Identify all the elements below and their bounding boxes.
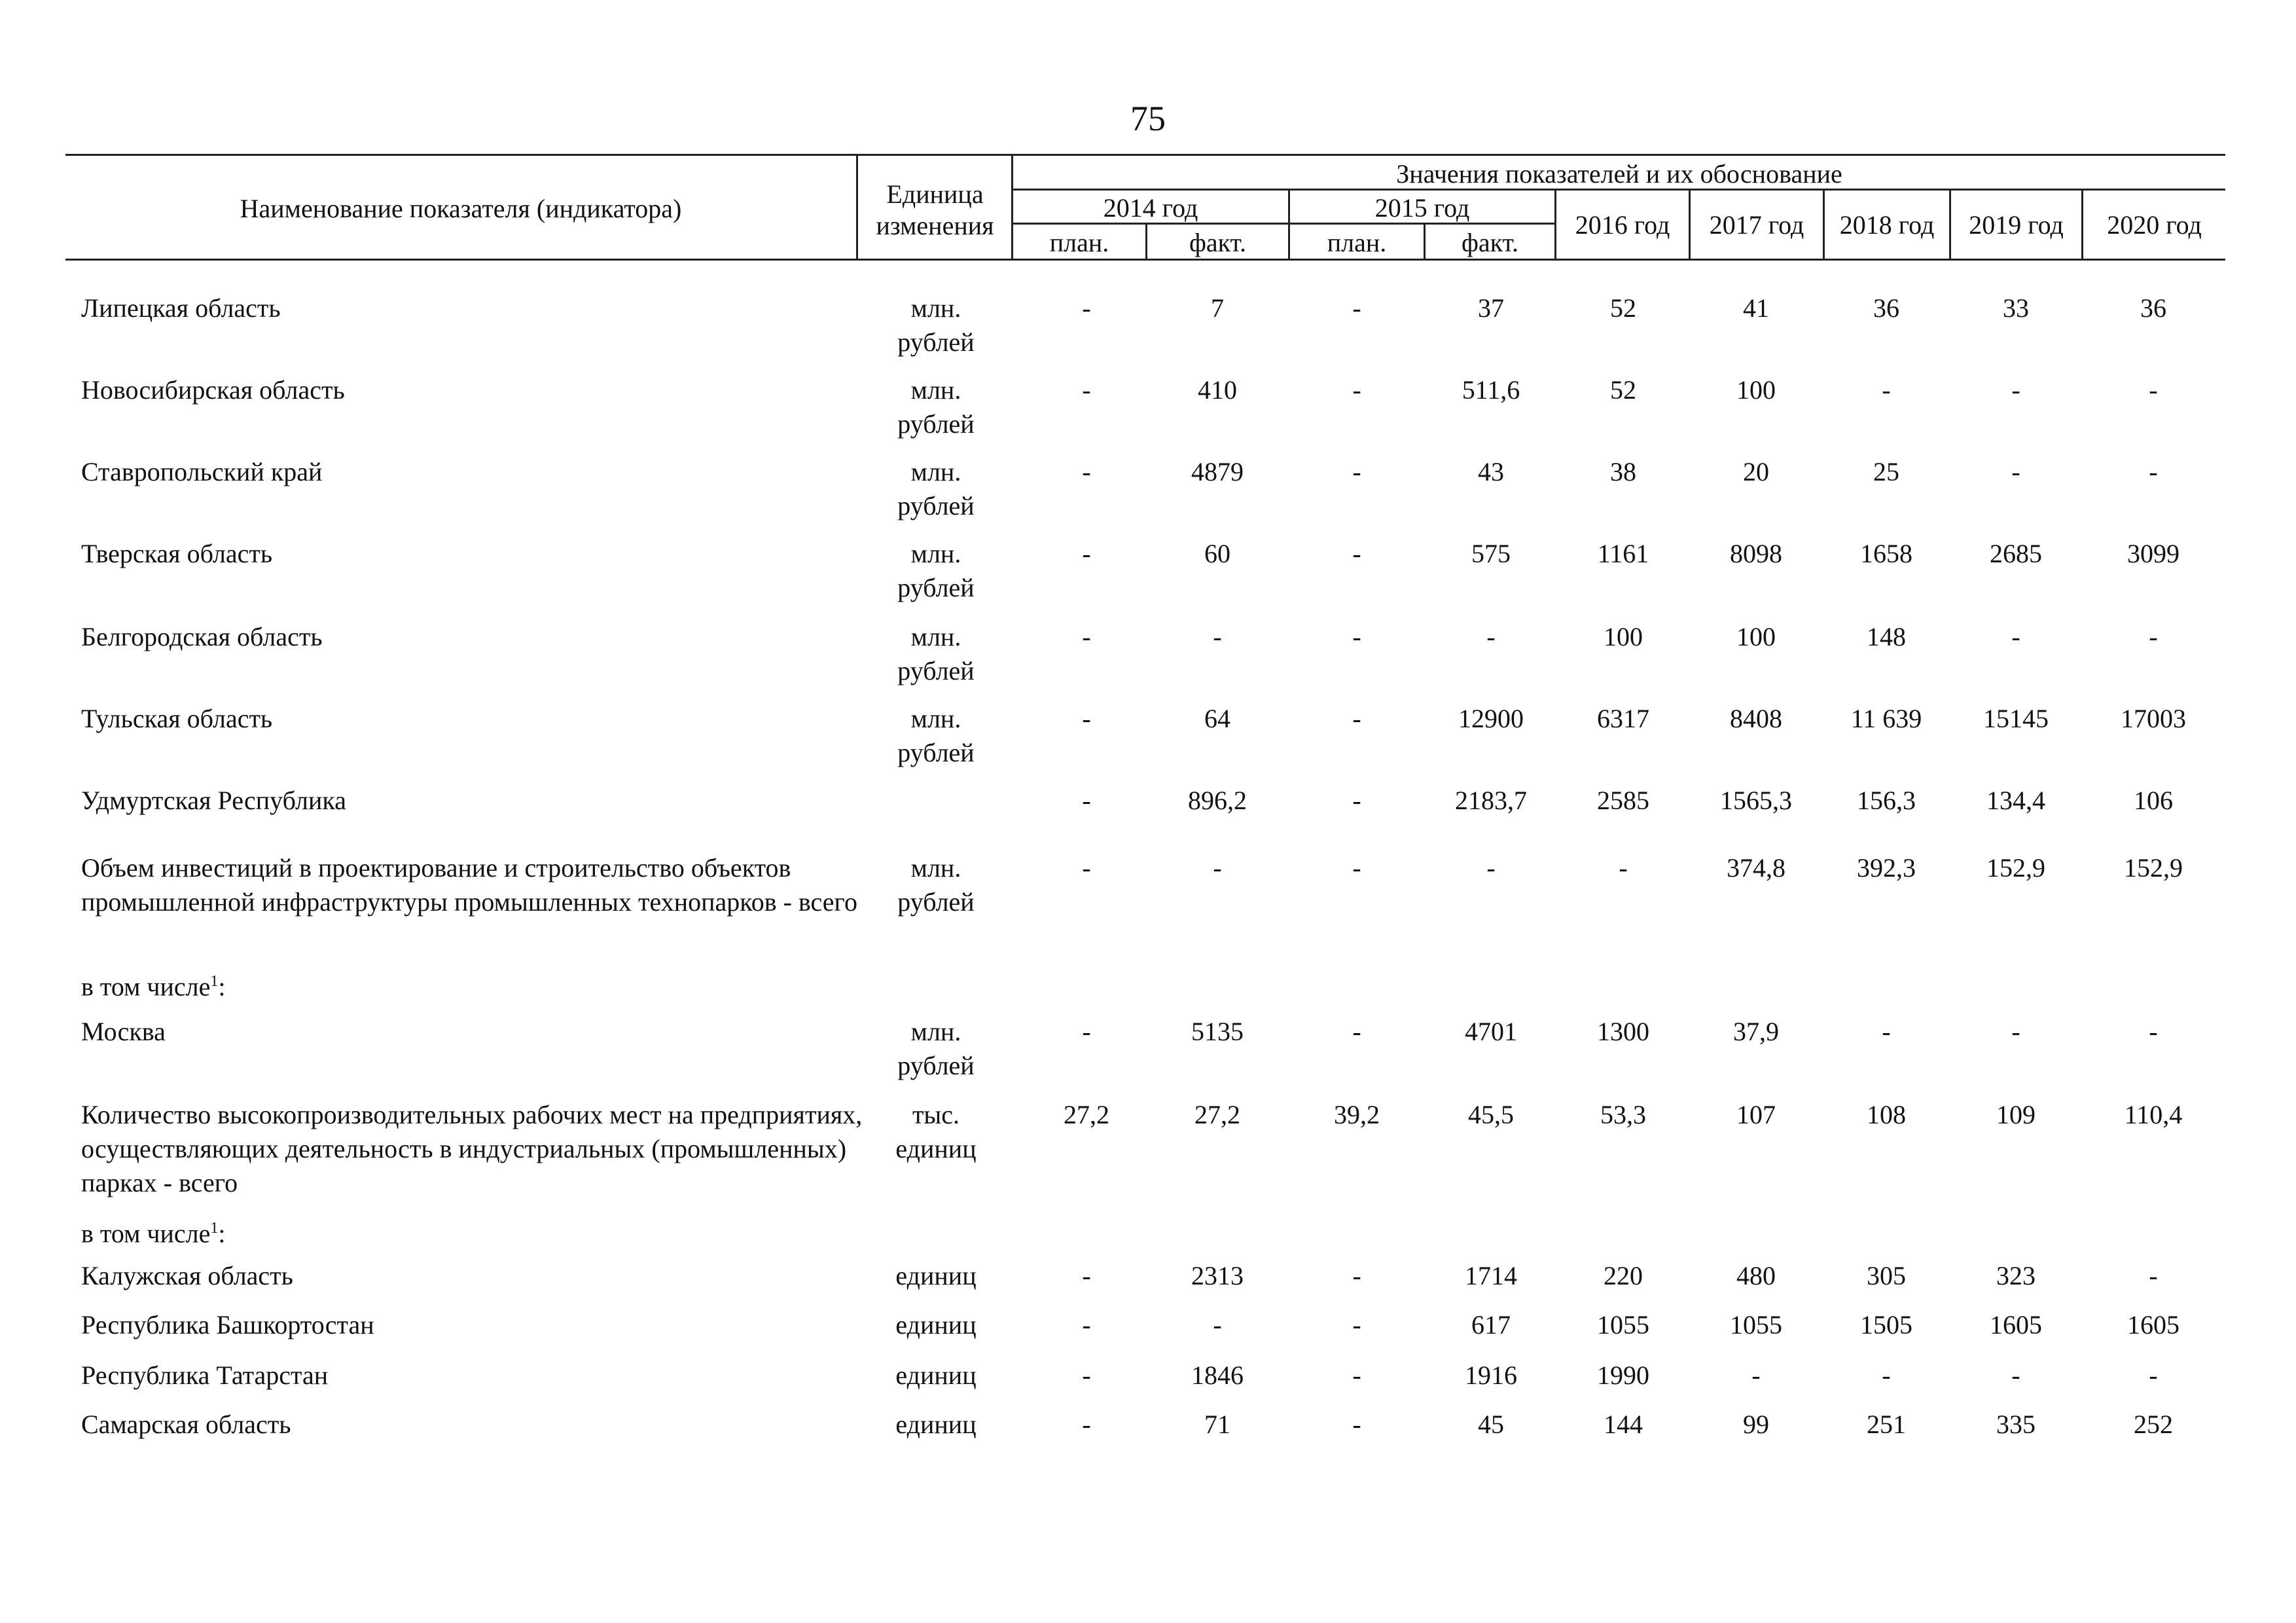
row-unit: единиц [895,1360,977,1390]
row-value: 2685 [1990,539,2042,568]
row-value: 27,2 [1194,1100,1240,1129]
row-value: 25 [1873,457,1899,486]
row-value: 36 [2140,293,2166,323]
row-value: 5135 [1191,1017,1244,1046]
row-value: 52 [1610,293,1636,323]
header-year-2015: 2015 год [1374,193,1470,223]
row-value: 392,3 [1857,853,1916,883]
row-name-text: в том числе [81,1218,211,1249]
row-value: 251 [1867,1410,1906,1439]
row-value: 575 [1471,539,1511,568]
row-value: - [1352,293,1361,323]
row-value: - [1352,1410,1361,1439]
row-value: 17003 [2121,704,2186,733]
header-2015-plan: план. [1327,228,1387,257]
footnote-marker: 1 [210,1220,219,1237]
row-value: 617 [1471,1310,1511,1340]
row-indicator-name [81,1211,880,1250]
row-value: 8408 [1730,704,1782,733]
row-value: - [1213,1310,1222,1340]
row-value: 1605 [1990,1310,2042,1340]
row-name-text: Количество высокопроизводительных рабочих мест на предприятиях, осуществляющих деятельность в индустриальных (промышленных) парках - всего [81,1100,863,1197]
row-value: - [1082,539,1091,568]
row-value: - [1486,853,1496,883]
row-value: 45 [1478,1410,1504,1439]
row-value: 36 [1873,293,1899,323]
row-value: - [1213,622,1222,651]
row-value: 7 [1211,293,1224,323]
row-name-text: Липецкая область [81,293,281,323]
row-name-text: Удмуртская Республика [81,786,346,815]
row-value: - [1082,704,1091,733]
row-value: 71 [1204,1410,1230,1439]
row-name-text: Москва [81,1017,166,1046]
row-value: 1916 [1465,1360,1517,1390]
row-value: 33 [2003,293,2029,323]
row-indicator-name [81,702,880,736]
row-value: 4701 [1465,1017,1517,1046]
row-indicator-name [81,1408,880,1442]
row-value: 220 [1604,1261,1643,1290]
row-value: 2313 [1191,1261,1244,1290]
row-name-text: Новосибирская область [81,375,345,405]
row-name-text: Калужская область [81,1261,293,1290]
row-indicator-name [81,1308,880,1342]
row-indicator-name [81,1098,880,1200]
row-name-text: в том числе [81,972,211,1002]
row-value: 1055 [1597,1310,1649,1340]
header-2014-plan: план. [1049,228,1109,257]
row-unit: млн. рублей [897,457,975,520]
row-name-suffix: : [218,972,226,1002]
header-year-2018: 2018 год [1839,210,1935,240]
row-value: 144 [1604,1410,1643,1439]
row-value: 106 [2134,786,2173,815]
row-value: 99 [1743,1410,1769,1439]
row-unit: млн. рублей [897,704,975,767]
row-value: - [1352,704,1361,733]
row-value: 1300 [1597,1017,1649,1046]
row-indicator-name [81,373,880,407]
row-value: 1055 [1730,1310,1782,1340]
row-value: - [2011,457,2020,486]
row-value: 109 [1996,1100,2036,1129]
row-value: 15145 [1983,704,2049,733]
row-value: - [1352,457,1361,486]
row-value: 20 [1743,457,1769,486]
row-value: 6317 [1597,704,1649,733]
row-value: - [2011,1360,2020,1390]
row-value: 1846 [1191,1360,1244,1390]
row-value: - [2149,1360,2158,1390]
row-indicator-name [81,537,880,571]
row-value: - [2149,622,2158,651]
header-year-2019: 2019 год [1969,210,2064,240]
row-unit: млн. рублей [897,853,975,917]
row-name-text: Республика Башкортостан [81,1310,374,1340]
row-indicator-name [81,455,880,489]
row-value: - [1082,786,1091,815]
row-value: - [1352,786,1361,815]
row-value: 38 [1610,457,1636,486]
row-value: - [1352,622,1361,651]
row-value: 511,6 [1462,375,1520,405]
row-value: 410 [1198,375,1237,405]
row-indicator-name [81,851,880,919]
row-value: 39,2 [1334,1100,1380,1129]
row-value: 12900 [1458,704,1524,733]
row-value: - [2011,622,2020,651]
row-value: 152,9 [1986,853,2045,883]
row-value: - [1082,457,1091,486]
header-year-2017: 2017 год [1709,210,1804,240]
row-value: 52 [1610,375,1636,405]
row-value: 100 [1736,375,1776,405]
row-value: 1565,3 [1720,786,1792,815]
row-value: - [1882,375,1891,405]
row-value: 1714 [1465,1261,1517,1290]
row-value: - [1352,375,1361,405]
row-value: 1505 [1860,1310,1912,1340]
row-unit: единиц [895,1261,977,1290]
row-value: - [2011,1017,2020,1046]
row-indicator-name [81,620,880,654]
row-value: 480 [1736,1261,1776,1290]
row-value: - [1082,1410,1091,1439]
row-value: 896,2 [1188,786,1247,815]
header-unit: Единица изменения [876,179,994,240]
row-value: - [1882,1360,1891,1390]
row-value: - [1352,853,1361,883]
row-name-suffix: : [218,1218,226,1249]
row-value: - [1751,1360,1761,1390]
page-number: 75 [1130,99,1166,138]
row-value: - [1882,1017,1891,1046]
row-value: 1161 [1597,539,1649,568]
row-indicator-name [81,1259,880,1293]
row-value: 3099 [2127,539,2179,568]
row-value: - [1352,1360,1361,1390]
row-value: 53,3 [1600,1100,1646,1129]
row-value: 1605 [2127,1310,2179,1340]
row-value: 108 [1867,1100,1906,1129]
row-value: - [1082,1360,1091,1390]
row-value: 60 [1204,539,1230,568]
row-value: 335 [1996,1410,2036,1439]
footnote-marker: 1 [210,973,219,990]
row-value: - [2011,375,2020,405]
row-value: 107 [1736,1100,1776,1129]
row-indicator-name [81,784,880,818]
row-value: 100 [1604,622,1643,651]
row-value: 1990 [1597,1360,1649,1390]
row-value: - [1082,1017,1091,1046]
row-value: - [1619,853,1628,883]
row-value: - [1486,622,1496,651]
row-unit: тыс. единиц [895,1100,977,1163]
row-unit: млн. рублей [897,622,975,685]
header-year-2020: 2020 год [2107,210,2202,240]
row-unit: млн. рублей [897,1017,975,1080]
row-name-text: Самарская область [81,1410,291,1439]
row-value: 27,2 [1064,1100,1109,1129]
row-name-text: Объем инвестиций в проектирование и строительство объектов промышленной инфраструктуры промышленных технопарков - всего [81,853,857,917]
row-value: 134,4 [1986,786,2045,815]
row-value: 110,4 [2124,1100,2183,1129]
row-unit: единиц [895,1310,977,1340]
row-value: 11 639 [1850,704,1922,733]
row-name-text: Тверская область [81,539,273,568]
row-value: - [1082,622,1091,651]
row-value: - [1082,1261,1091,1290]
row-value: - [1352,539,1361,568]
row-value: 37,9 [1733,1017,1779,1046]
row-value: 152,9 [2124,853,2183,883]
row-value: 8098 [1730,539,1782,568]
row-value: 1658 [1860,539,1912,568]
row-unit: единиц [895,1410,977,1439]
header-year-2014: 2014 год [1103,193,1198,223]
row-value: - [1082,1310,1091,1340]
row-value: 148 [1867,622,1906,651]
header-year-2016: 2016 год [1575,210,1670,240]
row-value: - [1352,1310,1361,1340]
row-unit: млн. рублей [897,375,975,439]
header-2014-fact: факт. [1189,228,1247,257]
row-value: 374,8 [1727,853,1785,883]
row-value: - [1213,853,1222,883]
row-name-text: Белгородская область [81,622,323,651]
row-value: - [1082,293,1091,323]
row-indicator-name [81,1359,880,1393]
row-name-text: Ставропольский край [81,457,323,486]
header-2015-fact: факт. [1461,228,1519,257]
row-value: - [1082,853,1091,883]
row-indicator-name [81,291,880,325]
row-value: 323 [1996,1261,2036,1290]
header-values-group: Значения показателей и их обоснование [1396,159,1842,189]
row-value: - [2149,457,2158,486]
row-value: 64 [1204,704,1230,733]
row-unit: млн. рублей [897,293,975,357]
row-value: 2585 [1597,786,1649,815]
row-value: - [1082,375,1091,405]
row-value: 156,3 [1857,786,1916,815]
row-value: 2183,7 [1455,786,1527,815]
row-value: 305 [1867,1261,1906,1290]
row-name-text: Республика Татарстан [81,1360,329,1390]
row-unit: млн. рублей [897,539,975,602]
row-value: 37 [1478,293,1504,323]
header-indicator-name: Наименование показателя (индикатора) [240,194,682,223]
row-value: - [2149,1017,2158,1046]
row-value: - [2149,1261,2158,1290]
row-name-text: Тульская область [81,704,273,733]
row-value: 43 [1478,457,1504,486]
row-value: 100 [1736,622,1776,651]
row-value: 252 [2134,1410,2173,1439]
row-indicator-name [81,964,880,1004]
row-value: - [1352,1261,1361,1290]
row-indicator-name [81,1015,880,1049]
row-value: 41 [1743,293,1769,323]
row-value: 45,5 [1468,1100,1514,1129]
row-value: - [1352,1017,1361,1046]
row-value: - [2149,375,2158,405]
row-value: 4879 [1191,457,1244,486]
